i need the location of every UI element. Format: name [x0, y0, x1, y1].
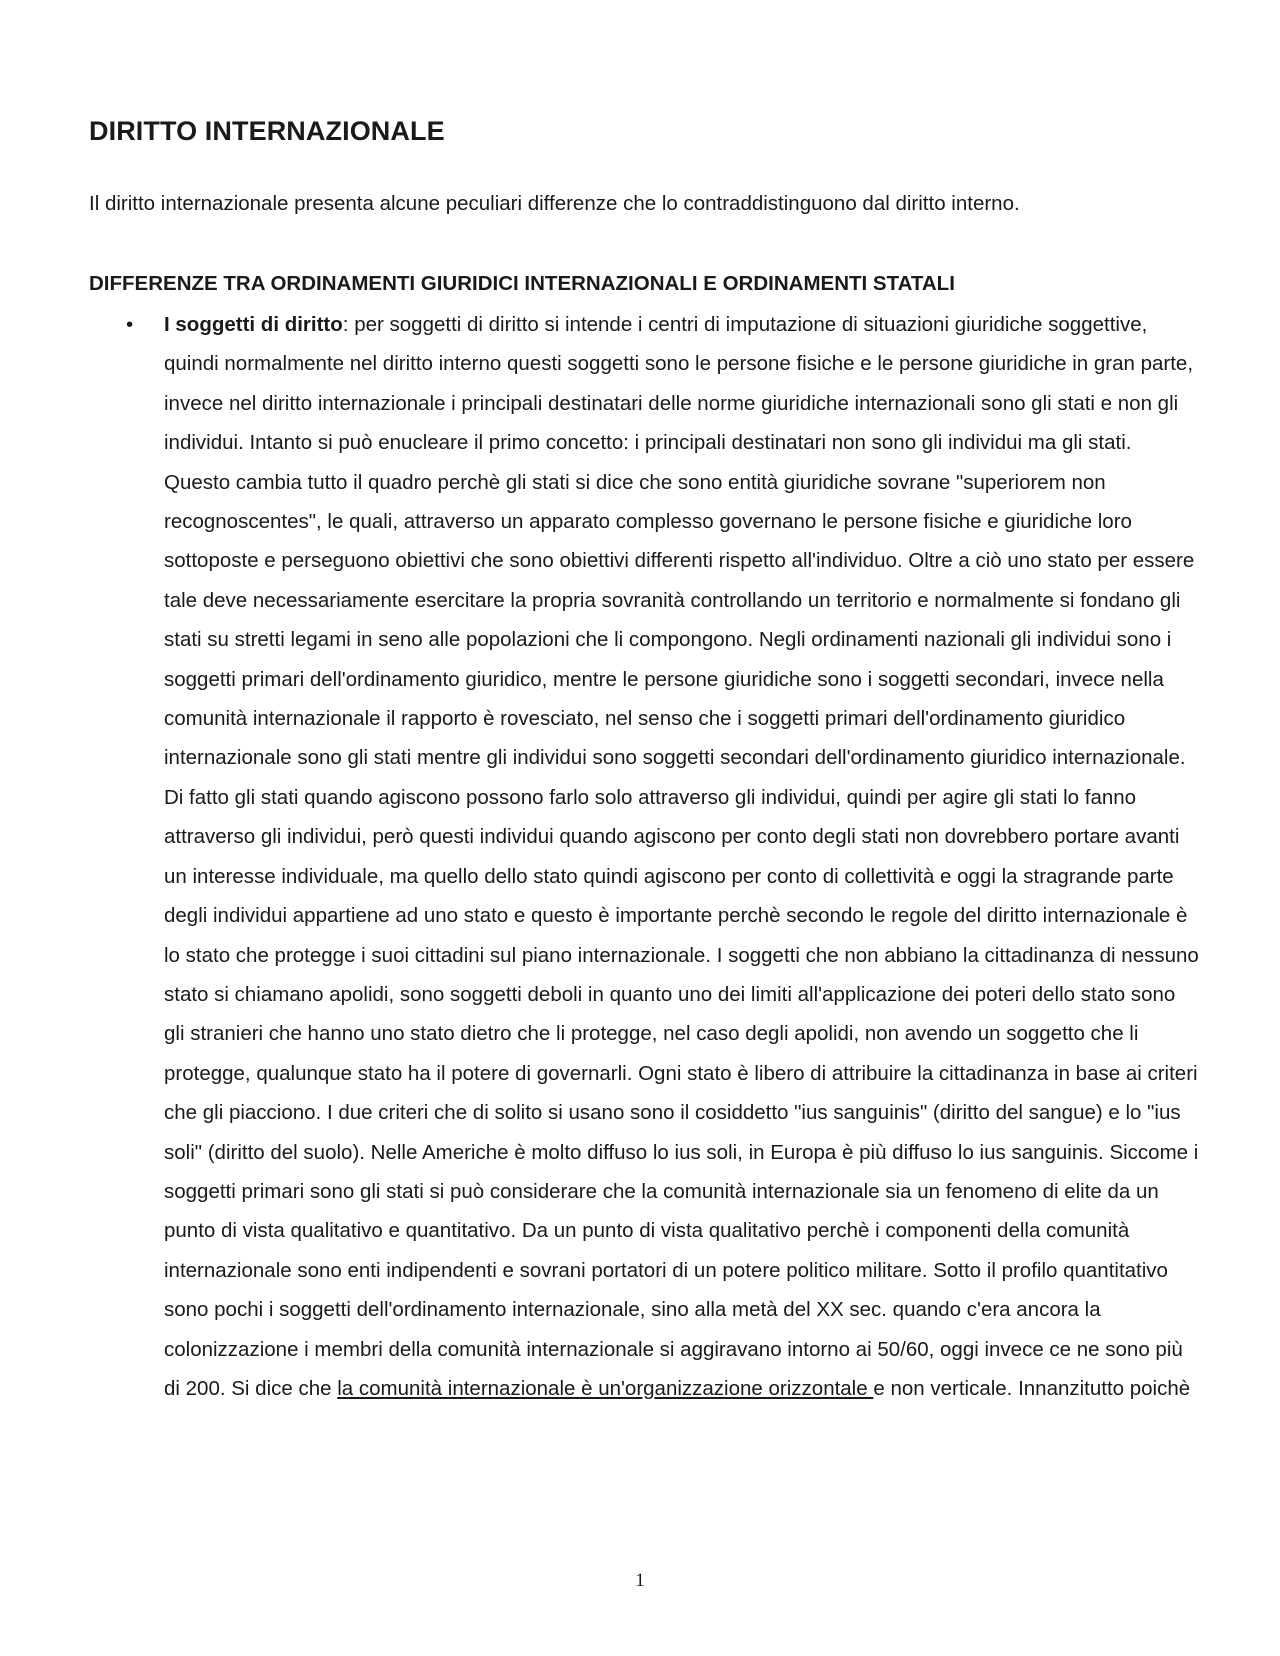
- page-title: DIRITTO INTERNAZIONALE: [89, 116, 445, 146]
- list-item: [89, 305, 1199, 1408]
- bullet-term: I soggetti di diritto: [164, 313, 343, 336]
- bullet-body-end: e non verticale. Innanzitutto poichè: [873, 1376, 1191, 1400]
- bullet-list: [89, 305, 1199, 1408]
- page-number: 1: [635, 1570, 645, 1591]
- intro-paragraph: Il diritto internazionale presenta alcune peculiari differenze che lo contraddistinguono dal diritto interno.: [89, 192, 1020, 215]
- bullet-body: : per soggetti di diritto si intende i centri di imputazione di situazioni giuridiche soggettive, quindi normalmente nel diritto interno questi soggetti sono le persone fisiche e le persone giuridiche in gran parte, invece nel diritto internazionale i principali destinatari delle norme giuridiche internazionali sono gli stati e non gli individui. Intanto si può enucleare il primo concetto: i principali destinatari non sono gli individui ma gli stati. Questo cambia tutto il quadro perchè gli stati si dice che sono entità giuridiche sovrane "superiorem non recognoscentes", le quali, attraverso un apparato complesso governano le persone fisiche e giuridiche loro sottoposte e perseguono obiettivi che sono obiettivi differenti rispetto all'individuo. Oltre a ciò uno stato per essere tale deve necessariamente esercitare la propria sovranità controllando un territorio e normalmente si fondano gli stati su stretti legami in seno alle popolazioni che li compongono. Negli ordinamenti nazionali gli individui sono i soggetti primari dell'ordinamento giuridico, mentre le persone giuridiche sono i soggetti secondari, invece nella comunità internazionale il rapporto è rovesciato, nel senso che i soggetti primari dell'ordinamento giuridico internazionale sono gli stati mentre gli individui sono soggetti secondari dell'ordinamento giuridico internazionale. Di fatto gli stati quando agiscono possono farlo solo attraverso gli individui, quindi per agire gli stati lo fanno attraverso gli individui, però questi individui quando agiscono per conto degli stati non dovrebbero portare avanti un interesse individuale, ma quello dello stato quindi agiscono per conto di collettività e oggi la stragrande parte degli individui appartiene ad uno stato e questo è importante perchè secondo le regole del diritto internazionale è lo stato che protegge i suoi cittadini sul piano internazionale. I soggetti che non abbiano la cittadinanza di nessuno stato si chiamano apolidi, sono soggetti deboli in quanto uno dei limiti all'applicazione dei poteri dello stato sono gli stranieri che hanno uno stato dietro che li protegge, nel caso degli apolidi, non avendo un soggetto che li protegge, qualunque stato ha il potere di governarli. Ogni stato è libero di attribuire la cittadinanza in base ai criteri che gli piacciono. I due criteri che di solito si usano sono il cosiddetto "ius sanguinis" (diritto del sangue) e lo "ius soli" (diritto del suolo). Nelle Americhe è molto diffuso lo ius soli, in Europa è più diffuso lo ius sanguinis. Siccome i soggetti primari sono gli stati si può considerare che la comunità internazionale sia un fenomeno di elite da un punto di vista qualitativo e quantitativo. Da un punto di vista qualitativo perchè i componenti della comunità internazionale sono enti indipendenti e sovrani portatori di un potere politico militare. Sotto il profilo quantitativo sono pochi i soggetti dell'ordinamento internazionale, sino alla metà del XX sec. quando c'era ancora la colonizzazione i membri della comunità internazionale si aggiravano intorno ai 50/60, oggi invece ce ne sono più di 200. Si dice che: [164, 313, 1199, 1400]
- bullet-icon: •: [126, 313, 134, 336]
- bullet-paragraph: [164, 305, 1199, 1408]
- underlined-phrase: la comunità internazionale è un'organizzazione orizzontale: [337, 1376, 874, 1400]
- section-heading: DIFFERENZE TRA ORDINAMENTI GIURIDICI INTERNAZIONALI E ORDINAMENTI STATALI: [89, 272, 955, 295]
